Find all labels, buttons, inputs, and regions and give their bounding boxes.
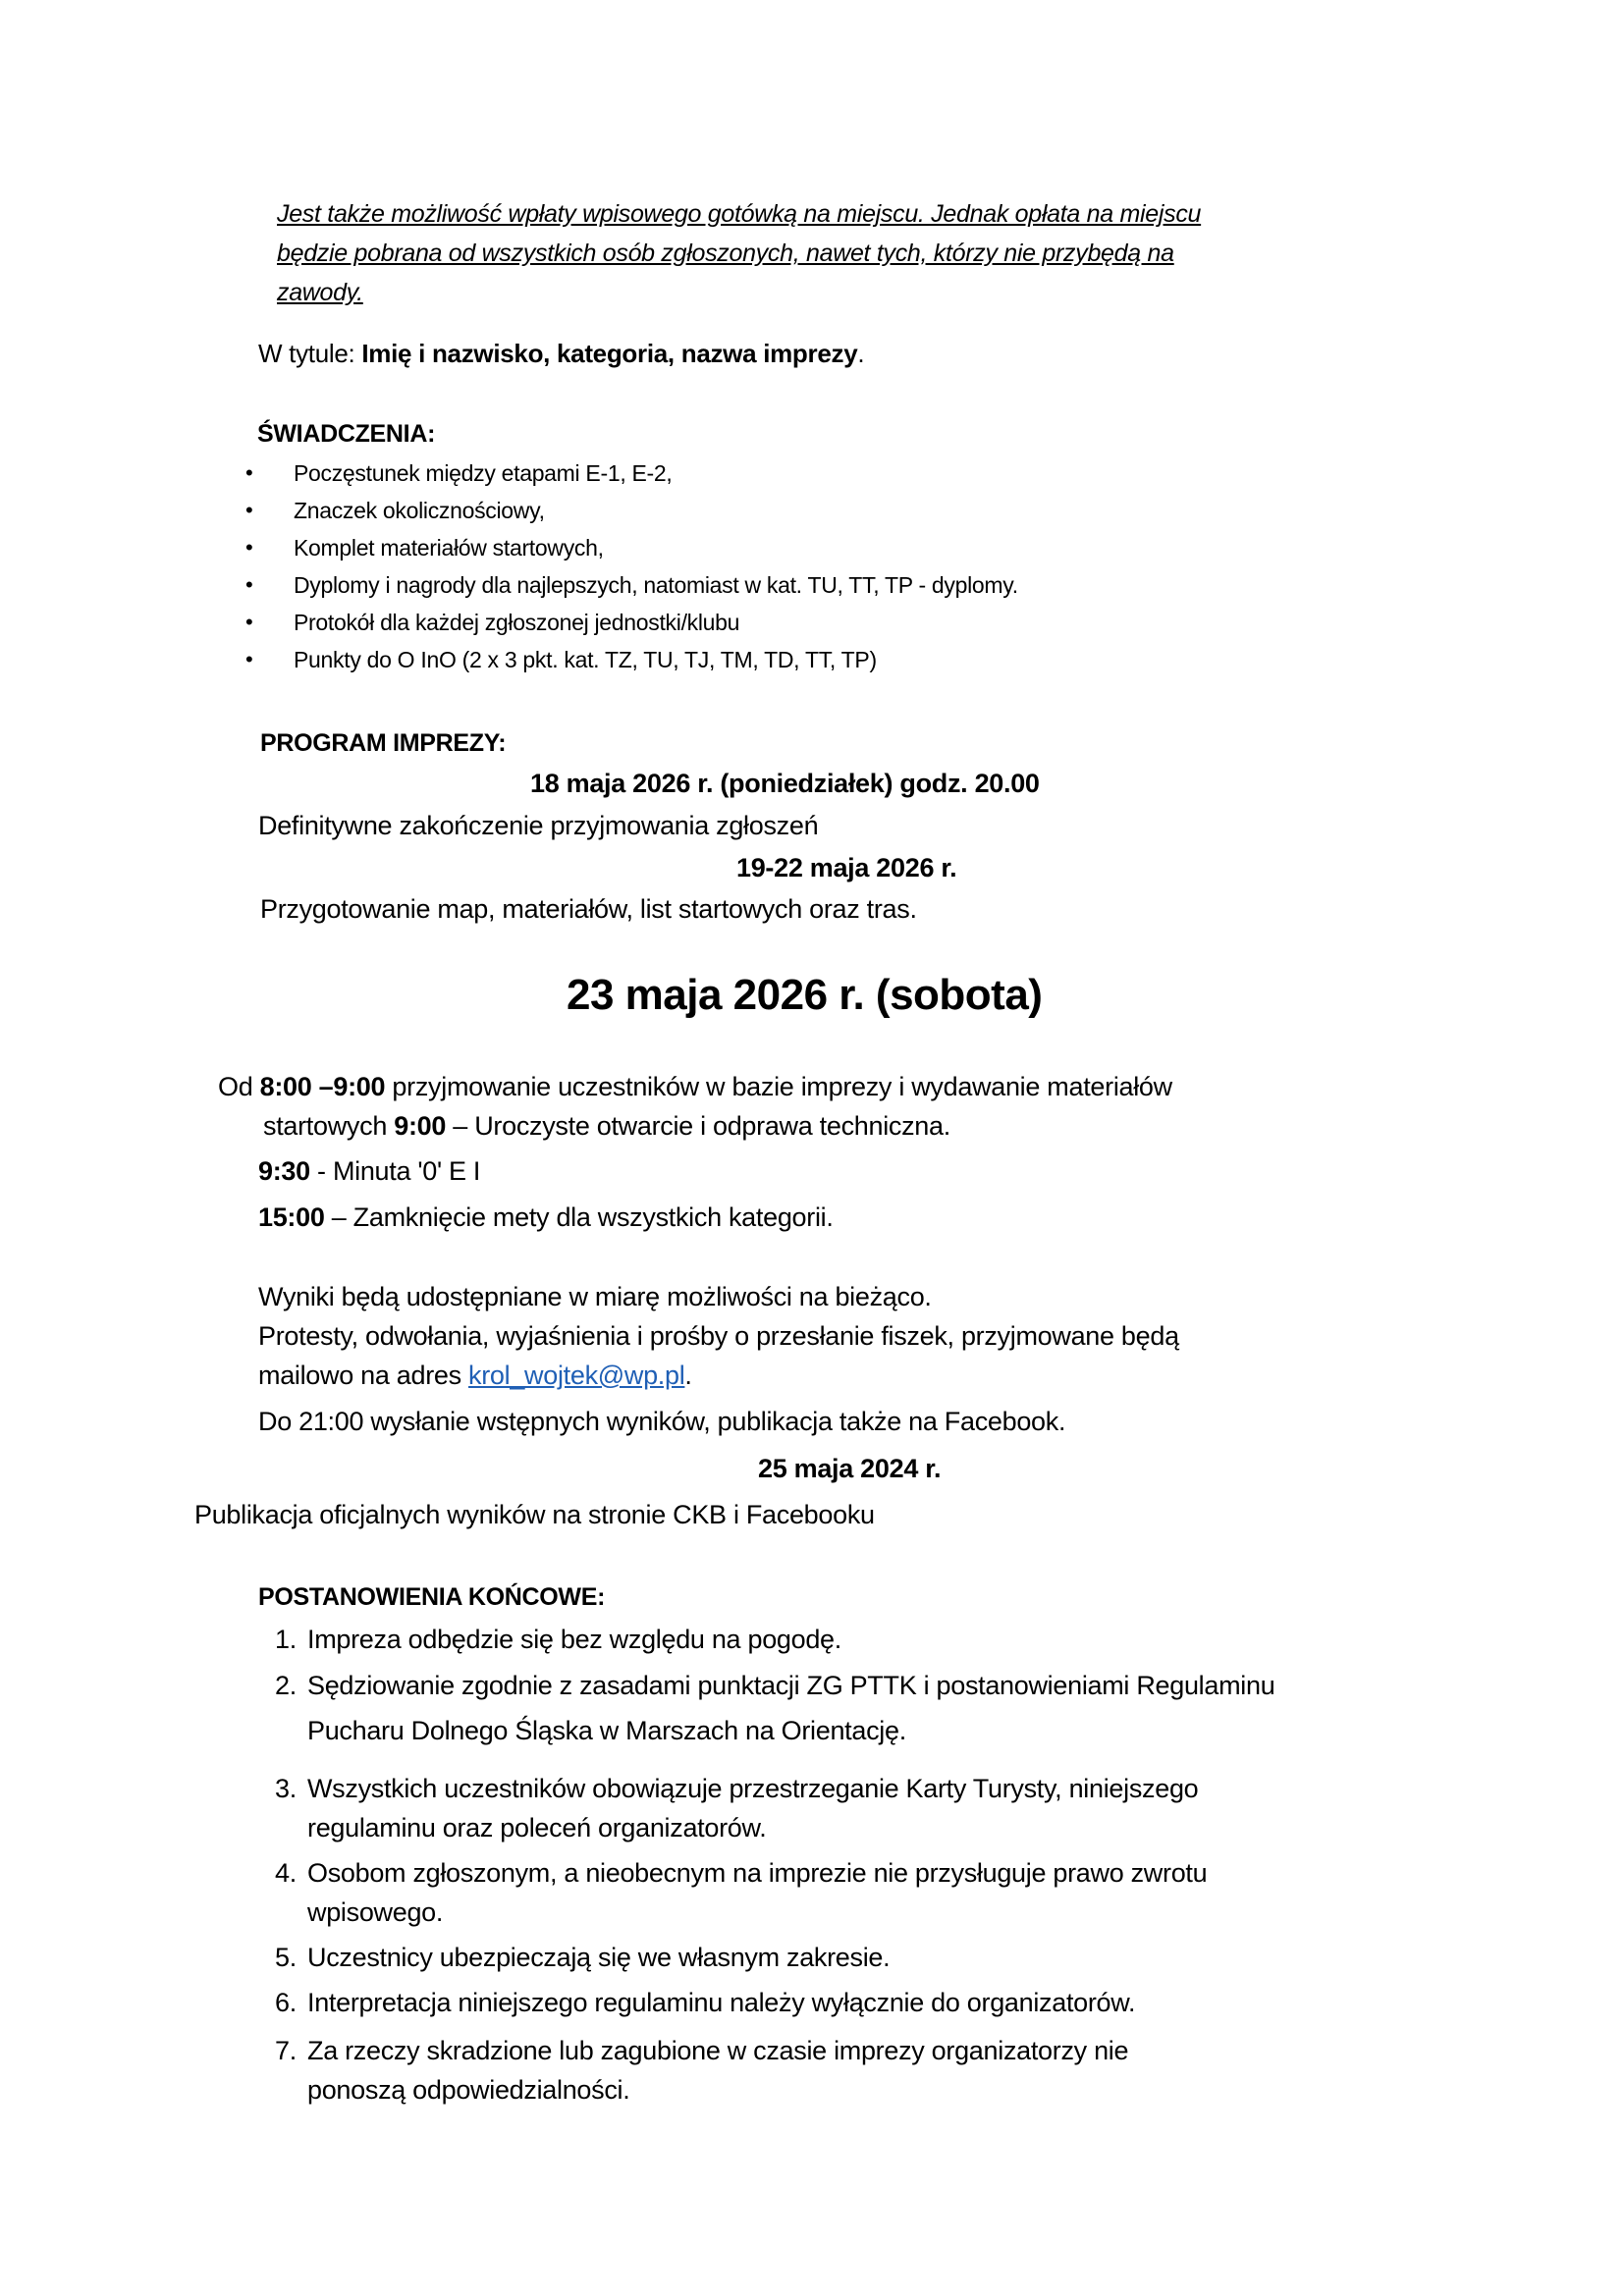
provision-number: 1. xyxy=(275,1625,297,1654)
payment-note-line-2: będzie pobrana od wszystkich osób zgłoszonych, nawet tych, którzy nie przybędą na xyxy=(277,240,1174,267)
schedule-prefix: Od xyxy=(218,1072,260,1101)
provision-text: Interpretacja niniejszego regulaminu należy wyłącznie do organizatorów. xyxy=(307,1988,1136,2017)
schedule-text: - Minuta '0' E I xyxy=(309,1156,481,1186)
bullet-icon: • xyxy=(245,535,253,560)
program-date-3: 25 maja 2024 r. xyxy=(758,1454,942,1483)
provision-text: ponoszą odpowiedzialności. xyxy=(307,2075,630,2105)
payment-note-line-1: Jest także możliwość wpłaty wpisowego gotówką na miejscu. Jednak opłata na miejscu xyxy=(277,200,1202,228)
provision-text: Uczestnicy ubezpieczają się we własnym zakresie. xyxy=(307,1943,891,1972)
program-heading: PROGRAM IMPREZY: xyxy=(260,729,507,757)
provision-number: 6. xyxy=(275,1988,297,2017)
email-link[interactable]: krol_wojtek@wp.pl xyxy=(468,1361,685,1390)
benefit-item: Protokół dla każdej zgłoszonej jednostki/klubu xyxy=(294,610,740,635)
program-date-2-desc: Przygotowanie map, materiałów, list startowych oraz tras. xyxy=(260,894,917,924)
provision-text: Impreza odbędzie się bez względu na pogodę. xyxy=(307,1625,841,1654)
provision-number: 2. xyxy=(275,1671,297,1700)
provision-text: Za rzeczy skradzione lub zagubione w czasie imprezy organizatorzy nie xyxy=(307,2036,1129,2065)
schedule-line-4 xyxy=(258,1202,834,1232)
schedule-time: 9:30 xyxy=(258,1156,310,1186)
schedule-text: – Zamknięcie mety dla wszystkich kategorii. xyxy=(324,1202,834,1232)
provision-text: Wszystkich uczestników obowiązuje przestrzeganie Karty Turysty, niniejszego xyxy=(307,1774,1199,1803)
program-date-1: 18 maja 2026 r. (poniedziałek) godz. 20.00 xyxy=(530,769,1040,798)
results-line-3-prefix: mailowo na adres xyxy=(258,1361,469,1390)
schedule-time: 15:00 xyxy=(258,1202,325,1232)
benefit-item: Dyplomy i nagrody dla najlepszych, natomiast w kat. TU, TT, TP - dyplomy. xyxy=(294,572,1018,598)
transfer-title-suffix: . xyxy=(857,339,865,368)
program-date-2: 19-22 maja 2026 r. xyxy=(736,853,957,882)
transfer-title-prefix: W tytule: xyxy=(258,339,362,368)
provision-number: 5. xyxy=(275,1943,297,1972)
provision-number: 7. xyxy=(275,2036,297,2065)
schedule-line-2 xyxy=(263,1111,950,1141)
benefit-item: Punkty do O InO (2 x 3 pkt. kat. TZ, TU, TJ, TM, TD, TT, TP) xyxy=(294,647,877,672)
benefits-heading: ŚWIADCZENIA: xyxy=(257,420,436,448)
program-date-3-desc: Publikacja oficjalnych wyników na stronie CKB i Facebooku xyxy=(194,1500,875,1529)
benefit-item: Komplet materiałów startowych, xyxy=(294,535,604,561)
results-line-3-suffix: . xyxy=(684,1361,692,1390)
final-provisions-heading: POSTANOWIENIA KOŃCOWE: xyxy=(258,1583,606,1611)
bullet-icon: • xyxy=(245,610,253,634)
provision-number: 4. xyxy=(275,1858,297,1888)
bullet-icon: • xyxy=(245,498,253,522)
program-date-1-desc: Definitywne zakończenie przyjmowania zgłoszeń xyxy=(258,811,819,840)
provision-text: Sędziowanie zgodnie z zasadami punktacji ZG PTTK i postanowieniami Regulaminu xyxy=(307,1671,1275,1700)
schedule-time: 8:00 –9:00 xyxy=(259,1072,386,1101)
schedule-line-1 xyxy=(218,1072,1172,1101)
provision-text: Osobom zgłoszonym, a nieobecnym na imprezie nie przysługuje prawo zwrotu xyxy=(307,1858,1208,1888)
transfer-title-line xyxy=(258,339,864,368)
schedule-text: – Uroczyste otwarcie i odprawa techniczna. xyxy=(446,1111,950,1141)
main-event-date: 23 maja 2026 r. (sobota) xyxy=(567,971,1043,1019)
schedule-time: 9:00 xyxy=(394,1111,447,1141)
results-line-3 xyxy=(258,1361,692,1390)
schedule-text: przyjmowanie uczestników w bazie imprezy i wydawanie materiałów xyxy=(385,1072,1172,1101)
transfer-title-bold: Imię i nazwisko, kategoria, nazwa imprezy xyxy=(361,339,858,368)
benefit-item: Znaczek okolicznościowy, xyxy=(294,498,545,523)
bullet-icon: • xyxy=(245,460,253,485)
provision-text: regulaminu oraz poleceń organizatorów. xyxy=(307,1813,767,1842)
results-line-2: Protesty, odwołania, wyjaśnienia i prośby o przesłanie fiszek, przyjmowane będą xyxy=(258,1321,1179,1351)
results-line-4: Do 21:00 wysłanie wstępnych wyników, publikacja także na Facebook. xyxy=(258,1407,1066,1436)
schedule-prefix: startowych xyxy=(263,1111,395,1141)
benefit-item: Poczęstunek między etapami E-1, E-2, xyxy=(294,460,673,486)
bullet-icon: • xyxy=(245,647,253,671)
provision-number: 3. xyxy=(275,1774,297,1803)
schedule-line-3 xyxy=(258,1156,480,1186)
results-line-1: Wyniki będą udostępniane w miarę możliwości na bieżąco. xyxy=(258,1282,932,1311)
provision-text: Pucharu Dolnego Śląska w Marszach na Orientację. xyxy=(307,1716,906,1745)
bullet-icon: • xyxy=(245,572,253,597)
payment-note-line-3: zawody. xyxy=(277,279,363,306)
provision-text: wpisowego. xyxy=(307,1897,444,1927)
